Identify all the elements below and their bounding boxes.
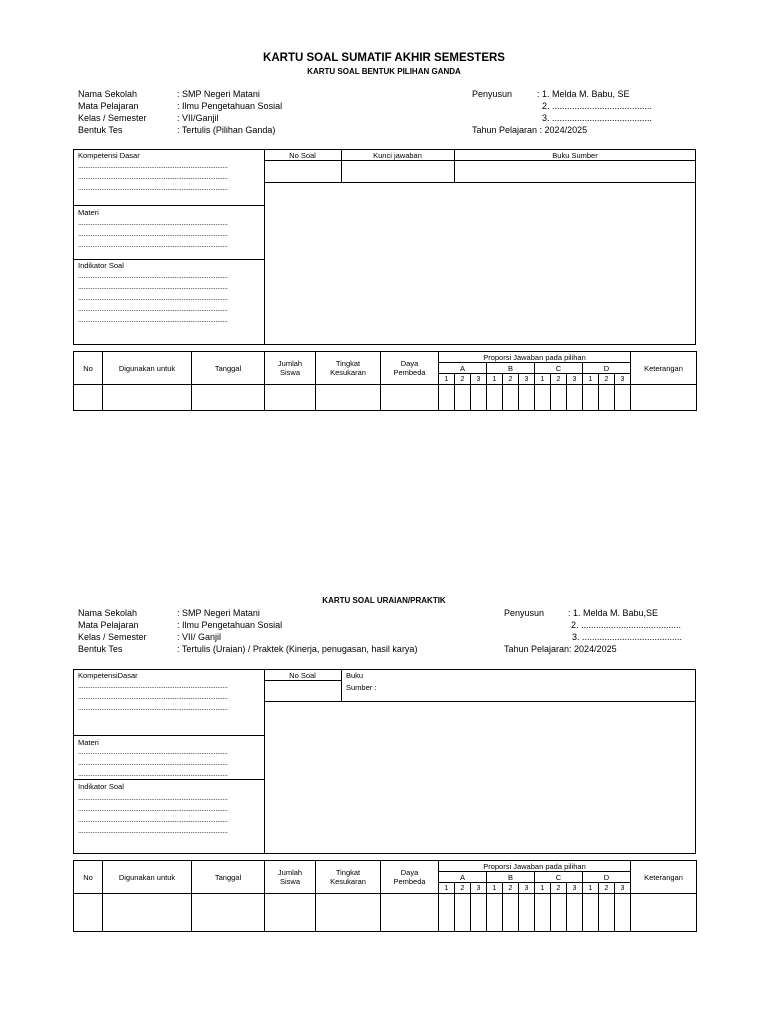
data-cell[interactable] [381, 894, 439, 932]
penyusun-line: 2. ........................................ [571, 620, 682, 630]
info-label: Bentuk Tes [78, 125, 123, 135]
dotted-line: .................................................................................... [78, 240, 228, 249]
card2-stats-table [73, 860, 697, 932]
penyusun-line: : 1. Melda M. Babu, SE [537, 89, 630, 99]
col-no: No [74, 861, 103, 894]
daya-text: Daya [400, 868, 419, 877]
option-d: D [583, 363, 631, 374]
info-value: : SMP Negeri Matani [177, 608, 260, 618]
dotted-line: .................................................................................... [78, 293, 228, 302]
col-daya-pembeda [381, 861, 439, 894]
data-cell[interactable] [471, 385, 487, 411]
buku-header: Buku [346, 671, 364, 680]
sub-col: 2 [503, 883, 519, 894]
data-cell[interactable] [455, 385, 471, 411]
tingkat-text: Tingkat [335, 868, 361, 877]
dotted-line: .................................................................................... [78, 218, 228, 227]
indikator-label: Indikator Soal [78, 261, 124, 270]
data-cell[interactable] [265, 385, 316, 411]
info-label: Mata Pelajaran [78, 620, 139, 630]
col-tanggal: Tanggal [192, 861, 265, 894]
sub-col: 2 [455, 883, 471, 894]
indikator-label: Indikator Soal [78, 782, 124, 791]
jumlah-text: Jumlah [277, 868, 303, 877]
data-cell[interactable] [615, 894, 631, 932]
info-value: : Ilmu Pengetahuan Sosial [177, 101, 283, 111]
info-label: Nama Sekolah [78, 89, 138, 99]
sub-col: 3 [567, 883, 583, 894]
sub-col: 3 [567, 374, 583, 385]
data-cell[interactable] [439, 385, 455, 411]
dotted-line: .................................................................................... [78, 826, 228, 835]
sub-col: 1 [583, 374, 599, 385]
card1-left-info [78, 88, 438, 138]
siswa-text: Siswa [279, 877, 300, 886]
data-cell[interactable] [503, 894, 519, 932]
option-a: A [439, 872, 487, 883]
sub-col: 2 [551, 374, 567, 385]
sub-col: 1 [535, 374, 551, 385]
col-tingkat-kesukaran [316, 861, 381, 894]
card1-title: KARTU SOAL SUMATIF AKHIR SEMESTERS [263, 52, 505, 64]
data-cell[interactable] [74, 894, 103, 932]
card1-right-info [472, 88, 692, 138]
sub-col: 1 [439, 883, 455, 894]
data-cell[interactable] [519, 385, 535, 411]
sub-col: 3 [471, 883, 487, 894]
data-cell[interactable] [567, 385, 583, 411]
data-cell[interactable] [503, 385, 519, 411]
info-label: Kelas / Semester [78, 632, 147, 642]
dotted-line: .................................................................................... [78, 315, 228, 324]
data-cell[interactable] [567, 894, 583, 932]
info-label: Mata Pelajaran [78, 101, 139, 111]
option-c: C [535, 363, 583, 374]
option-c: C [535, 872, 583, 883]
sub-col: 3 [519, 883, 535, 894]
sub-col: 2 [599, 374, 615, 385]
info-value: : SMP Negeri Matani [177, 89, 260, 99]
dotted-line: .................................................................................... [78, 161, 228, 170]
data-cell[interactable] [535, 385, 551, 411]
sub-col: 1 [535, 883, 551, 894]
info-label: Bentuk Tes [78, 644, 123, 654]
pembeda-text: Pembeda [393, 368, 426, 377]
info-value: : Ilmu Pengetahuan Sosial [177, 620, 283, 630]
dotted-line: .................................................................................... [78, 703, 228, 712]
col-tanggal: Tanggal [192, 352, 265, 385]
data-cell[interactable] [381, 385, 439, 411]
data-cell[interactable] [631, 385, 697, 411]
info-value: : Tertulis (Pilihan Ganda) [177, 125, 276, 135]
sub-col: 1 [583, 883, 599, 894]
data-cell[interactable] [265, 894, 316, 932]
data-cell[interactable] [551, 894, 567, 932]
col-jumlah-siswa [265, 861, 316, 894]
dotted-line: .................................................................................... [78, 769, 228, 778]
sub-col: 2 [599, 883, 615, 894]
data-cell[interactable] [103, 385, 192, 411]
data-cell[interactable] [583, 894, 599, 932]
data-cell[interactable] [519, 894, 535, 932]
card1-stats-table [73, 351, 697, 411]
data-cell[interactable] [471, 894, 487, 932]
dotted-line: .................................................................................... [78, 304, 228, 313]
penyusun-label: Penyusun [504, 608, 545, 618]
data-cell[interactable] [74, 385, 103, 411]
data-cell[interactable] [599, 894, 615, 932]
info-value: : VII/ Ganjil [177, 632, 222, 642]
data-cell[interactable] [535, 894, 551, 932]
no-soal-header: No Soal [289, 671, 316, 680]
data-cell[interactable] [599, 385, 615, 411]
dotted-line: .................................................................................... [78, 271, 228, 280]
dotted-line: .................................................................................... [78, 815, 228, 824]
dotted-line: .................................................................................... [78, 172, 228, 181]
pembeda-text: Pembeda [393, 877, 426, 886]
option-a: A [439, 363, 487, 374]
dotted-line: .................................................................................... [78, 758, 228, 767]
materi-label: Materi [78, 738, 99, 747]
col-daya-pembeda [381, 352, 439, 385]
col-keterangan: Keterangan [631, 352, 697, 385]
jumlah-text: Jumlah [277, 359, 303, 368]
materi-label: Materi [78, 208, 99, 217]
buku-sumber-header: Buku Sumber [552, 151, 598, 160]
sub-col: 3 [615, 374, 631, 385]
data-cell[interactable] [316, 894, 381, 932]
data-cell[interactable] [487, 894, 503, 932]
card2-subtitle: KARTU SOAL URAIAN/PRAKTIK [322, 596, 446, 605]
kesukaran-text: Kesukaran [330, 368, 366, 377]
info-value: : Tertulis (Uraian) / Praktek (Kinerja, penugasan, hasil karya) [177, 644, 418, 654]
col-tingkat-kesukaran [316, 352, 381, 385]
data-cell[interactable] [615, 385, 631, 411]
data-cell[interactable] [192, 894, 265, 932]
data-cell[interactable] [551, 385, 567, 411]
sub-col: 3 [615, 883, 631, 894]
sub-col: 1 [439, 374, 455, 385]
dotted-line: .................................................................................... [78, 229, 228, 238]
sub-col: 3 [471, 374, 487, 385]
kd-label: Kompetensi Dasar [78, 151, 140, 160]
penyusun-line: 3. ........................................ [572, 632, 683, 642]
col-no: No [74, 352, 103, 385]
data-cell[interactable] [455, 894, 471, 932]
option-d: D [583, 872, 631, 883]
card2-left-info [78, 607, 498, 657]
daya-text: Daya [400, 359, 419, 368]
tingkat-text: Tingkat [335, 359, 361, 368]
data-cell[interactable] [631, 894, 697, 932]
penyusun-line: 2. ........................................ [542, 101, 653, 111]
col-keterangan: Keterangan [631, 861, 697, 894]
sub-col: 3 [519, 374, 535, 385]
penyusun-label: Penyusun [472, 89, 513, 99]
col-proporsi: Proporsi Jawaban pada pilihan [439, 352, 631, 363]
dotted-line: .................................................................................... [78, 183, 228, 192]
col-proporsi: Proporsi Jawaban pada pilihan [439, 861, 631, 872]
siswa-text: Siswa [279, 368, 300, 377]
data-cell[interactable] [439, 894, 455, 932]
data-cell[interactable] [583, 385, 599, 411]
no-soal-header: No Soal [289, 151, 316, 160]
kesukaran-text: Kesukaran [330, 877, 366, 886]
penyusun-line: 3. ........................................ [542, 113, 653, 123]
sub-col: 2 [455, 374, 471, 385]
data-cell[interactable] [487, 385, 503, 411]
sub-col: 1 [487, 883, 503, 894]
penyusun-line: : 1. Melda M. Babu,SE [568, 608, 659, 618]
tahun-pelajaran: Tahun Pelajaran: 2024/2025 [504, 644, 617, 654]
sub-col: 2 [503, 374, 519, 385]
data-cell[interactable] [192, 385, 265, 411]
option-b: B [487, 872, 535, 883]
sumber-header: Sumber : [346, 683, 377, 692]
card1-subtitle: KARTU SOAL BENTUK PILIHAN GANDA [307, 67, 461, 76]
dotted-line: .................................................................................... [78, 282, 228, 291]
tahun-pelajaran: Tahun Pelajaran : 2024/2025 [472, 125, 588, 135]
kd-label: KompetensiDasar [78, 671, 138, 680]
option-b: B [487, 363, 535, 374]
kunci-header: Kunci jawaban [373, 151, 422, 160]
dotted-line: .................................................................................... [78, 681, 228, 690]
dotted-line: .................................................................................... [78, 793, 228, 802]
col-jumlah-siswa [265, 352, 316, 385]
info-label: Kelas / Semester [78, 113, 147, 123]
info-value: : VII/Ganjil [177, 113, 219, 123]
col-digunakan: Digunakan untuk [103, 861, 192, 894]
dotted-line: .................................................................................... [78, 747, 228, 756]
data-cell[interactable] [103, 894, 192, 932]
info-label: Nama Sekolah [78, 608, 138, 618]
data-cell[interactable] [316, 385, 381, 411]
dotted-line: .................................................................................... [78, 804, 228, 813]
col-digunakan: Digunakan untuk [103, 352, 192, 385]
card2-right-info [504, 607, 704, 657]
sub-col: 2 [551, 883, 567, 894]
dotted-line: .................................................................................... [78, 692, 228, 701]
sub-col: 1 [487, 374, 503, 385]
